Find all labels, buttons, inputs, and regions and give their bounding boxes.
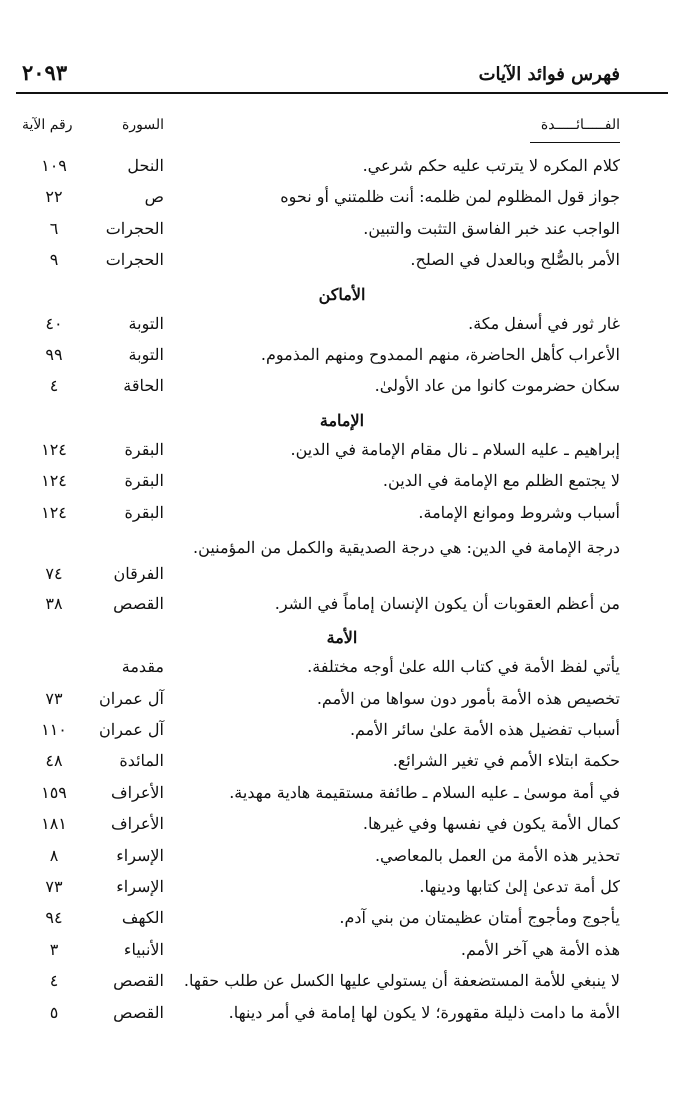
benefit-text: يأجوج ومأجوج أمتان عظيمتان من بني آدم.: [339, 908, 620, 928]
verse-number: ٣: [49, 939, 59, 959]
benefit-text: الواجب عند خبر الفاسق التثبت والتبين.: [363, 218, 620, 238]
index-row: [0, 436, 684, 467]
surah-name: ص: [144, 187, 164, 207]
index-row: [0, 467, 684, 498]
index-row: [0, 685, 684, 716]
surah-name: الحجرات: [105, 250, 164, 270]
verse-number: ٧٣: [45, 877, 63, 897]
surah-name: التوبة: [128, 344, 164, 364]
surah-name: الحاقة: [123, 376, 164, 396]
column-header-surah: السورة: [122, 117, 164, 133]
verse-number: ٤٨: [45, 751, 63, 771]
verse-number: ١١٠: [41, 720, 67, 740]
surah-name: الأعراف: [111, 814, 164, 834]
benefit-text: درجة الإمامة في الدين: هي درجة الصديقية والكمل من المؤمنين.: [193, 537, 620, 557]
index-row: [0, 904, 684, 935]
surah-name: الإسراء: [116, 877, 164, 897]
surah-name: البقرة: [124, 471, 164, 491]
surah-name: القصص: [113, 1002, 164, 1022]
benefit-text: يأتي لفظ الأمة في كتاب الله علىٰ أوجه مختلفة.: [307, 657, 620, 677]
surah-name: الحجرات: [105, 218, 164, 238]
verse-number: ٩٤: [45, 908, 63, 928]
verse-number: ١٢٤: [41, 471, 67, 491]
benefit-text: سكان حضرموت كانوا من عاد الأولىٰ.: [374, 376, 620, 396]
index-row: [0, 842, 684, 873]
surah-name: مقدمة: [121, 657, 164, 677]
surah-name: التوبة: [128, 313, 164, 333]
surah-name: الفرقان: [113, 563, 164, 583]
surah-name: البقرة: [124, 502, 164, 522]
surah-name: الكهف: [121, 908, 164, 928]
benefit-text: لا ينبغي للأمة المستضعفة أن يستولي عليها الكسل عن طلب حقها.: [183, 971, 620, 991]
column-header-underline: [530, 142, 620, 143]
index-row: [0, 873, 684, 904]
section-heading: الإمامة: [319, 410, 365, 430]
verse-number: ٨: [49, 845, 59, 865]
index-row: [0, 530, 684, 590]
page-number: ٢٠٩٣: [22, 60, 68, 85]
benefit-text: تحذير هذه الأمة من العمل بالمعاصي.: [374, 845, 620, 865]
verse-number: ١٠٩: [41, 156, 67, 175]
verse-number: ٣٨: [45, 593, 63, 613]
header-rule: [16, 92, 668, 94]
index-row: [0, 341, 684, 372]
index-content: [0, 152, 684, 1030]
index-row: [0, 215, 684, 246]
verse-number: ٢٢: [45, 187, 63, 207]
surah-name: المائدة: [119, 751, 164, 771]
index-row: [0, 653, 684, 684]
benefit-text: أسباب تفضيل هذه الأمة علىٰ سائر الأمم.: [349, 720, 620, 740]
verse-number: ١٥٩: [41, 782, 67, 802]
index-row: [0, 999, 684, 1030]
index-row: [0, 310, 684, 341]
verse-number: ١٢٤: [41, 439, 67, 459]
benefit-text: جواز قول المظلوم لمن ظلمه: أنت ظلمتني أو نحوه: [280, 187, 620, 207]
surah-name: آل عمران: [99, 720, 164, 740]
benefit-text: الأمة ما دامت ذليلة مقهورة؛ لا يكون لها إمامة في أمر دينها.: [228, 1002, 620, 1022]
benefit-text: في أمة موسىٰ ـ عليه السلام ـ طائفة مستقيمة هادية مهدية.: [229, 782, 620, 802]
index-row: [0, 779, 684, 810]
benefit-text: هذه الأمة هي آخر الأمم.: [460, 939, 620, 959]
section-heading: الأماكن: [318, 284, 366, 304]
surah-name: النحل: [127, 156, 164, 175]
surah-name: البقرة: [124, 439, 164, 459]
index-row: [0, 372, 684, 403]
index-row: [0, 499, 684, 530]
benefit-text: إبراهيم ـ عليه السلام ـ نال مقام الإمامة في الدين.: [290, 439, 620, 459]
verse-number: ٤: [49, 971, 59, 991]
verse-number: ٥: [49, 1002, 59, 1022]
benefit-text: من أعظم العقوبات أن يكون الإنسان إماماً في الشر.: [274, 593, 620, 613]
benefit-text: أسباب وشروط وموانع الإمامة.: [418, 502, 620, 522]
index-row: [0, 152, 684, 183]
surah-name: الأعراف: [111, 782, 164, 802]
verse-number: ٤: [49, 376, 59, 396]
section-heading: الأمة: [326, 628, 358, 648]
verse-number: ٩: [49, 250, 59, 270]
benefit-text: الأمر بالصُّلح وبالعدل في الصلح.: [410, 250, 620, 270]
surah-name: آل عمران: [99, 688, 164, 708]
column-header-benefit: الفـــــائـــــدة: [540, 117, 620, 133]
index-row: [0, 183, 684, 214]
surah-name: الأنبياء: [123, 939, 164, 959]
benefit-text: الأعراب كأهل الحاضرة، منهم الممدوح ومنهم المذموم.: [260, 344, 620, 364]
index-row: [0, 936, 684, 967]
benefit-text: كل أمة تدعىٰ إلىٰ كتابها ودينها.: [419, 877, 620, 897]
verse-number: ٩٩: [45, 344, 63, 364]
verse-number: ٧٣: [45, 688, 63, 708]
benefit-text: غار ثور في أسفل مكة.: [468, 313, 620, 333]
verse-number: ١٨١: [41, 814, 67, 834]
index-row: [0, 810, 684, 841]
verse-number: ٤٠: [45, 313, 63, 333]
verse-number: ١٢٤: [41, 502, 67, 522]
benefit-text: كمال الأمة يكون في نفسها وفي غيرها.: [362, 814, 620, 834]
verse-number: ٧٤: [45, 563, 63, 583]
benefit-text: تخصيص هذه الأمة بأمور دون سواها من الأمم.: [316, 688, 620, 708]
index-row: [0, 590, 684, 621]
index-row: [0, 967, 684, 998]
page-title: فهرس فوائد الآيات: [478, 64, 620, 85]
benefit-text: لا يجتمع الظلم مع الإمامة في الدين.: [382, 471, 620, 491]
surah-name: القصص: [113, 593, 164, 613]
verse-number: ٦: [49, 218, 59, 238]
surah-name: الإسراء: [116, 845, 164, 865]
index-row: [0, 716, 684, 747]
index-row: [0, 246, 684, 277]
benefit-text: حكمة ابتلاء الأمم في تغير الشرائع.: [392, 751, 620, 771]
benefit-text: كلام المكره لا يترتب عليه حكم شرعي.: [362, 156, 620, 175]
column-header-verse: رقم الآية: [22, 117, 73, 133]
index-row: [0, 747, 684, 778]
surah-name: القصص: [113, 971, 164, 991]
